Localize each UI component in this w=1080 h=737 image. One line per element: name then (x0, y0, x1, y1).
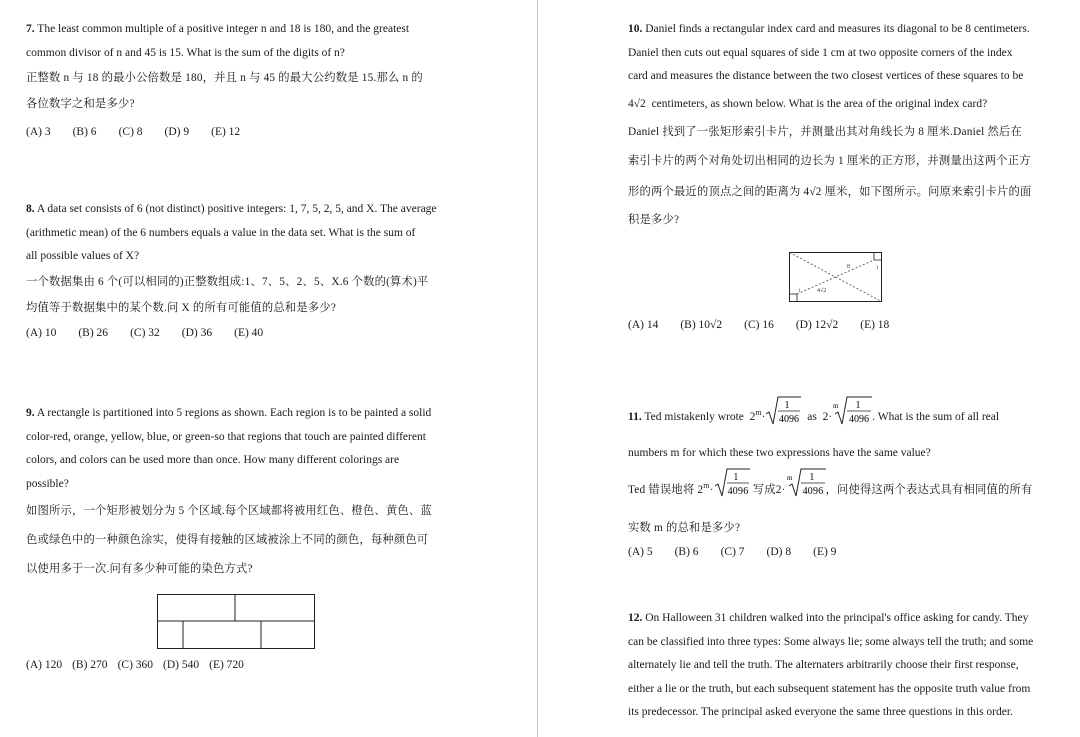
question-text: all possible values of X? (26, 250, 140, 263)
svg-text:1: 1 (855, 400, 861, 411)
choice-b[interactable]: (B) 26 (78, 326, 109, 339)
svg-text:4096: 4096 (727, 485, 749, 497)
question-text: Daniel then cuts out equal squares of side 1 cm at two opposite corners of the index (628, 46, 1013, 59)
question-10 (628, 18, 1048, 233)
question-number: 8. (26, 203, 35, 215)
question-text: The least common multiple of a positive integer n and 18 is 180, and the greatest (37, 23, 410, 35)
choice-e[interactable]: (E) 40 (234, 326, 264, 339)
question-text: . What is the sum of all real (872, 411, 1000, 424)
choice-e[interactable]: (E) 720 (209, 659, 244, 671)
radical-value: 4√2 (628, 97, 646, 110)
question-7 (26, 18, 454, 144)
math-expression-1: $2^m\cdot$ 1 4096 (697, 484, 749, 496)
question-text: card and measures the distance between the two closest vertices of these squares to be (628, 70, 1024, 83)
math-expression-1: $2^m\cdot$ 1 4096 (750, 411, 802, 423)
choice-b[interactable]: (B) 10√2 (680, 319, 723, 331)
choice-c[interactable]: (C) 16 (744, 319, 774, 331)
question-text: color-red, orange, yellow, blue, or green-so that regions that touch are painted different (26, 430, 426, 443)
svg-text:1: 1 (808, 471, 815, 483)
question-text: its predecessor. The principal asked everyone the same three questions in this order. (628, 706, 1013, 719)
question-text-zh: Ted 错误地将 (628, 483, 695, 496)
question-12 (628, 607, 1048, 725)
svg-text:m: m (786, 473, 793, 482)
side-label: 1 (798, 289, 801, 294)
rectangle-partition-figure (157, 594, 317, 652)
choice-e[interactable]: (E) 12 (211, 126, 241, 139)
page-divider (537, 0, 538, 737)
choice-e[interactable]: (E) 18 (860, 319, 890, 331)
radical-sign (832, 396, 872, 426)
question-number: 12. (628, 612, 643, 624)
question-text-zh: 索引卡片的两个对角处切出相同的边长为 1 厘米的正方形，并测量出这两个正方 (628, 154, 1031, 167)
svg-text:1: 1 (784, 400, 790, 411)
question-number: 9. (26, 407, 35, 419)
answer-choices (628, 314, 1048, 337)
question-number: 7. (26, 23, 35, 35)
index-card-figure (787, 252, 883, 304)
choice-c[interactable]: (C) 8 (118, 126, 143, 139)
question-text: On Halloween 31 children walked into the principal's office asking for candy. They (645, 612, 1029, 624)
question-text: alternately lie and tell the truth. The alternaters arbitrarily choose their first response, (628, 659, 1019, 672)
answer-choices (628, 541, 1048, 564)
question-text: Ted mistakenly wrote (644, 411, 744, 424)
distance-label: 4√2 (817, 288, 827, 294)
question-text: centimeters, as shown below. What is the area of the original index card? (651, 97, 988, 110)
choice-b[interactable]: (B) 270 (72, 659, 108, 671)
question-text: (arithmetic mean) of the 6 numbers equals a value in the data set. What is the sum of (26, 226, 416, 239)
question-text-zh: 积是多少? (628, 213, 680, 226)
question-text-zh: 一个数据集由 6 个(可以相同的)正整数组成:1、7、5、2、5、X.6 个数的(算术)平 (26, 275, 429, 288)
choice-e[interactable]: (E) 9 (813, 545, 837, 558)
question-text: Daniel finds a rectangular index card and measures its diagonal to be 8 centimeters. (645, 23, 1030, 35)
radical-sign (765, 396, 801, 426)
diagonal-label: 8 (847, 264, 850, 270)
question-number: 10. (628, 23, 643, 35)
radical-sign (786, 468, 826, 498)
svg-text:1: 1 (733, 471, 739, 483)
choice-a[interactable]: (A) 14 (628, 319, 659, 331)
side-label: 1 (876, 266, 879, 271)
question-text-zh: 各位数字之和是多少? (26, 98, 135, 111)
question-text-zh: 色或绿色中的一种颜色涂实，使得有接触的区域被涂上不同的颜色，每种颜色可 (26, 534, 429, 547)
choice-d[interactable]: (D) 12√2 (795, 319, 839, 331)
choice-c[interactable]: (C) 7 (720, 545, 745, 558)
choice-b[interactable]: (B) 6 (72, 126, 97, 139)
choice-a[interactable]: (A) 120 (26, 659, 63, 671)
choice-d[interactable]: (D) 9 (164, 126, 190, 139)
choice-a[interactable]: (A) 3 (26, 126, 51, 139)
answer-choices (26, 322, 454, 345)
question-text: A data set consists of 6 (not distinct) positive integers: 1, 7, 5, 2, 5, and X. The average (36, 203, 437, 215)
question-text: either a lie or the truth, but each subsequent statement has the opposite truth value from (628, 682, 1031, 695)
question-text: A rectangle is partitioned into 5 regions as shown. Each region is to be painted a solid (36, 407, 432, 419)
math-expression-2: 2· m 1 4096 (776, 484, 826, 496)
question-text-zh: 以使用多于一次.问有多少种可能的染色方式? (26, 563, 253, 576)
question-text: possible? (26, 477, 69, 490)
question-8 (26, 198, 454, 345)
question-11: 11. Ted mistakenly wrote $2^m\cdot$ 1 4096 as 2· m 1 4096 . What is the sum of all real numbers m for which these two expressions have the same value? Ted 错误地将 $2^m\cdot$ 1 4096 写成2· m 1 4096 ，问使得这两个表达式具有相同值的所有 实数 m 的总和是多少? (A) 5 (B) 6 (C) 7 (D) 8 (E) 9 (628, 396, 1048, 564)
question-text: can be classified into three types: Some always lie; some always tell the truth; and some (628, 635, 1034, 648)
svg-text:4096: 4096 (849, 414, 870, 425)
question-text: numbers m for which these two expressions have the same value? (628, 447, 931, 459)
question-text-zh: 正整数 n 与 18 的最小公倍数是 180，并且 n 与 45 的最大公约数是 15.那么 n 的 (26, 72, 423, 85)
choice-c[interactable]: (C) 360 (117, 659, 154, 671)
question-text-zh: 形的两个最近的顶点之间的距离为 4√2 厘米，如下图所示。问原来索引卡片的面 (628, 185, 1032, 198)
choice-d[interactable]: (D) 8 (766, 545, 792, 558)
question-text-zh: 均值等于数据集中的某个数.问 X 的所有可能值的总和是多少? (26, 301, 337, 314)
choice-a[interactable]: (A) 5 (628, 545, 653, 558)
question-text-zh: 如图所示，一个矩形被划分为 5 个区域.每个区域都将被用红色、橙色、黄色、蓝 (26, 505, 432, 518)
answer-choices (26, 121, 454, 144)
question-number: 11. (628, 411, 642, 424)
svg-text:4096: 4096 (802, 485, 823, 497)
svg-text:m: m (833, 402, 839, 410)
question-text: colors, and colors can be used more than once. How many different colorings are (26, 454, 400, 467)
choice-d[interactable]: (D) 36 (181, 326, 213, 339)
choice-d[interactable]: (D) 540 (163, 659, 200, 671)
math-expression-2: 2· m 1 4096 (823, 411, 873, 423)
question-text-zh: Daniel 找到了一张矩形索引卡片，并测量出其对角线长为 8 厘米.Daniel 然后在 (628, 125, 1023, 138)
question-text: common divisor of n and 45 is 15. What is the sum of the digits of n? (26, 46, 345, 59)
choice-b[interactable]: (B) 6 (674, 545, 699, 558)
question-text-zh: 实数 m 的总和是多少? (628, 521, 741, 534)
choice-a[interactable]: (A) 10 (26, 326, 57, 339)
radical-sign (714, 468, 750, 498)
choice-c[interactable]: (C) 32 (130, 326, 160, 339)
question-9 (26, 402, 454, 582)
svg-text:4096: 4096 (779, 414, 800, 425)
answer-choices (26, 654, 454, 677)
